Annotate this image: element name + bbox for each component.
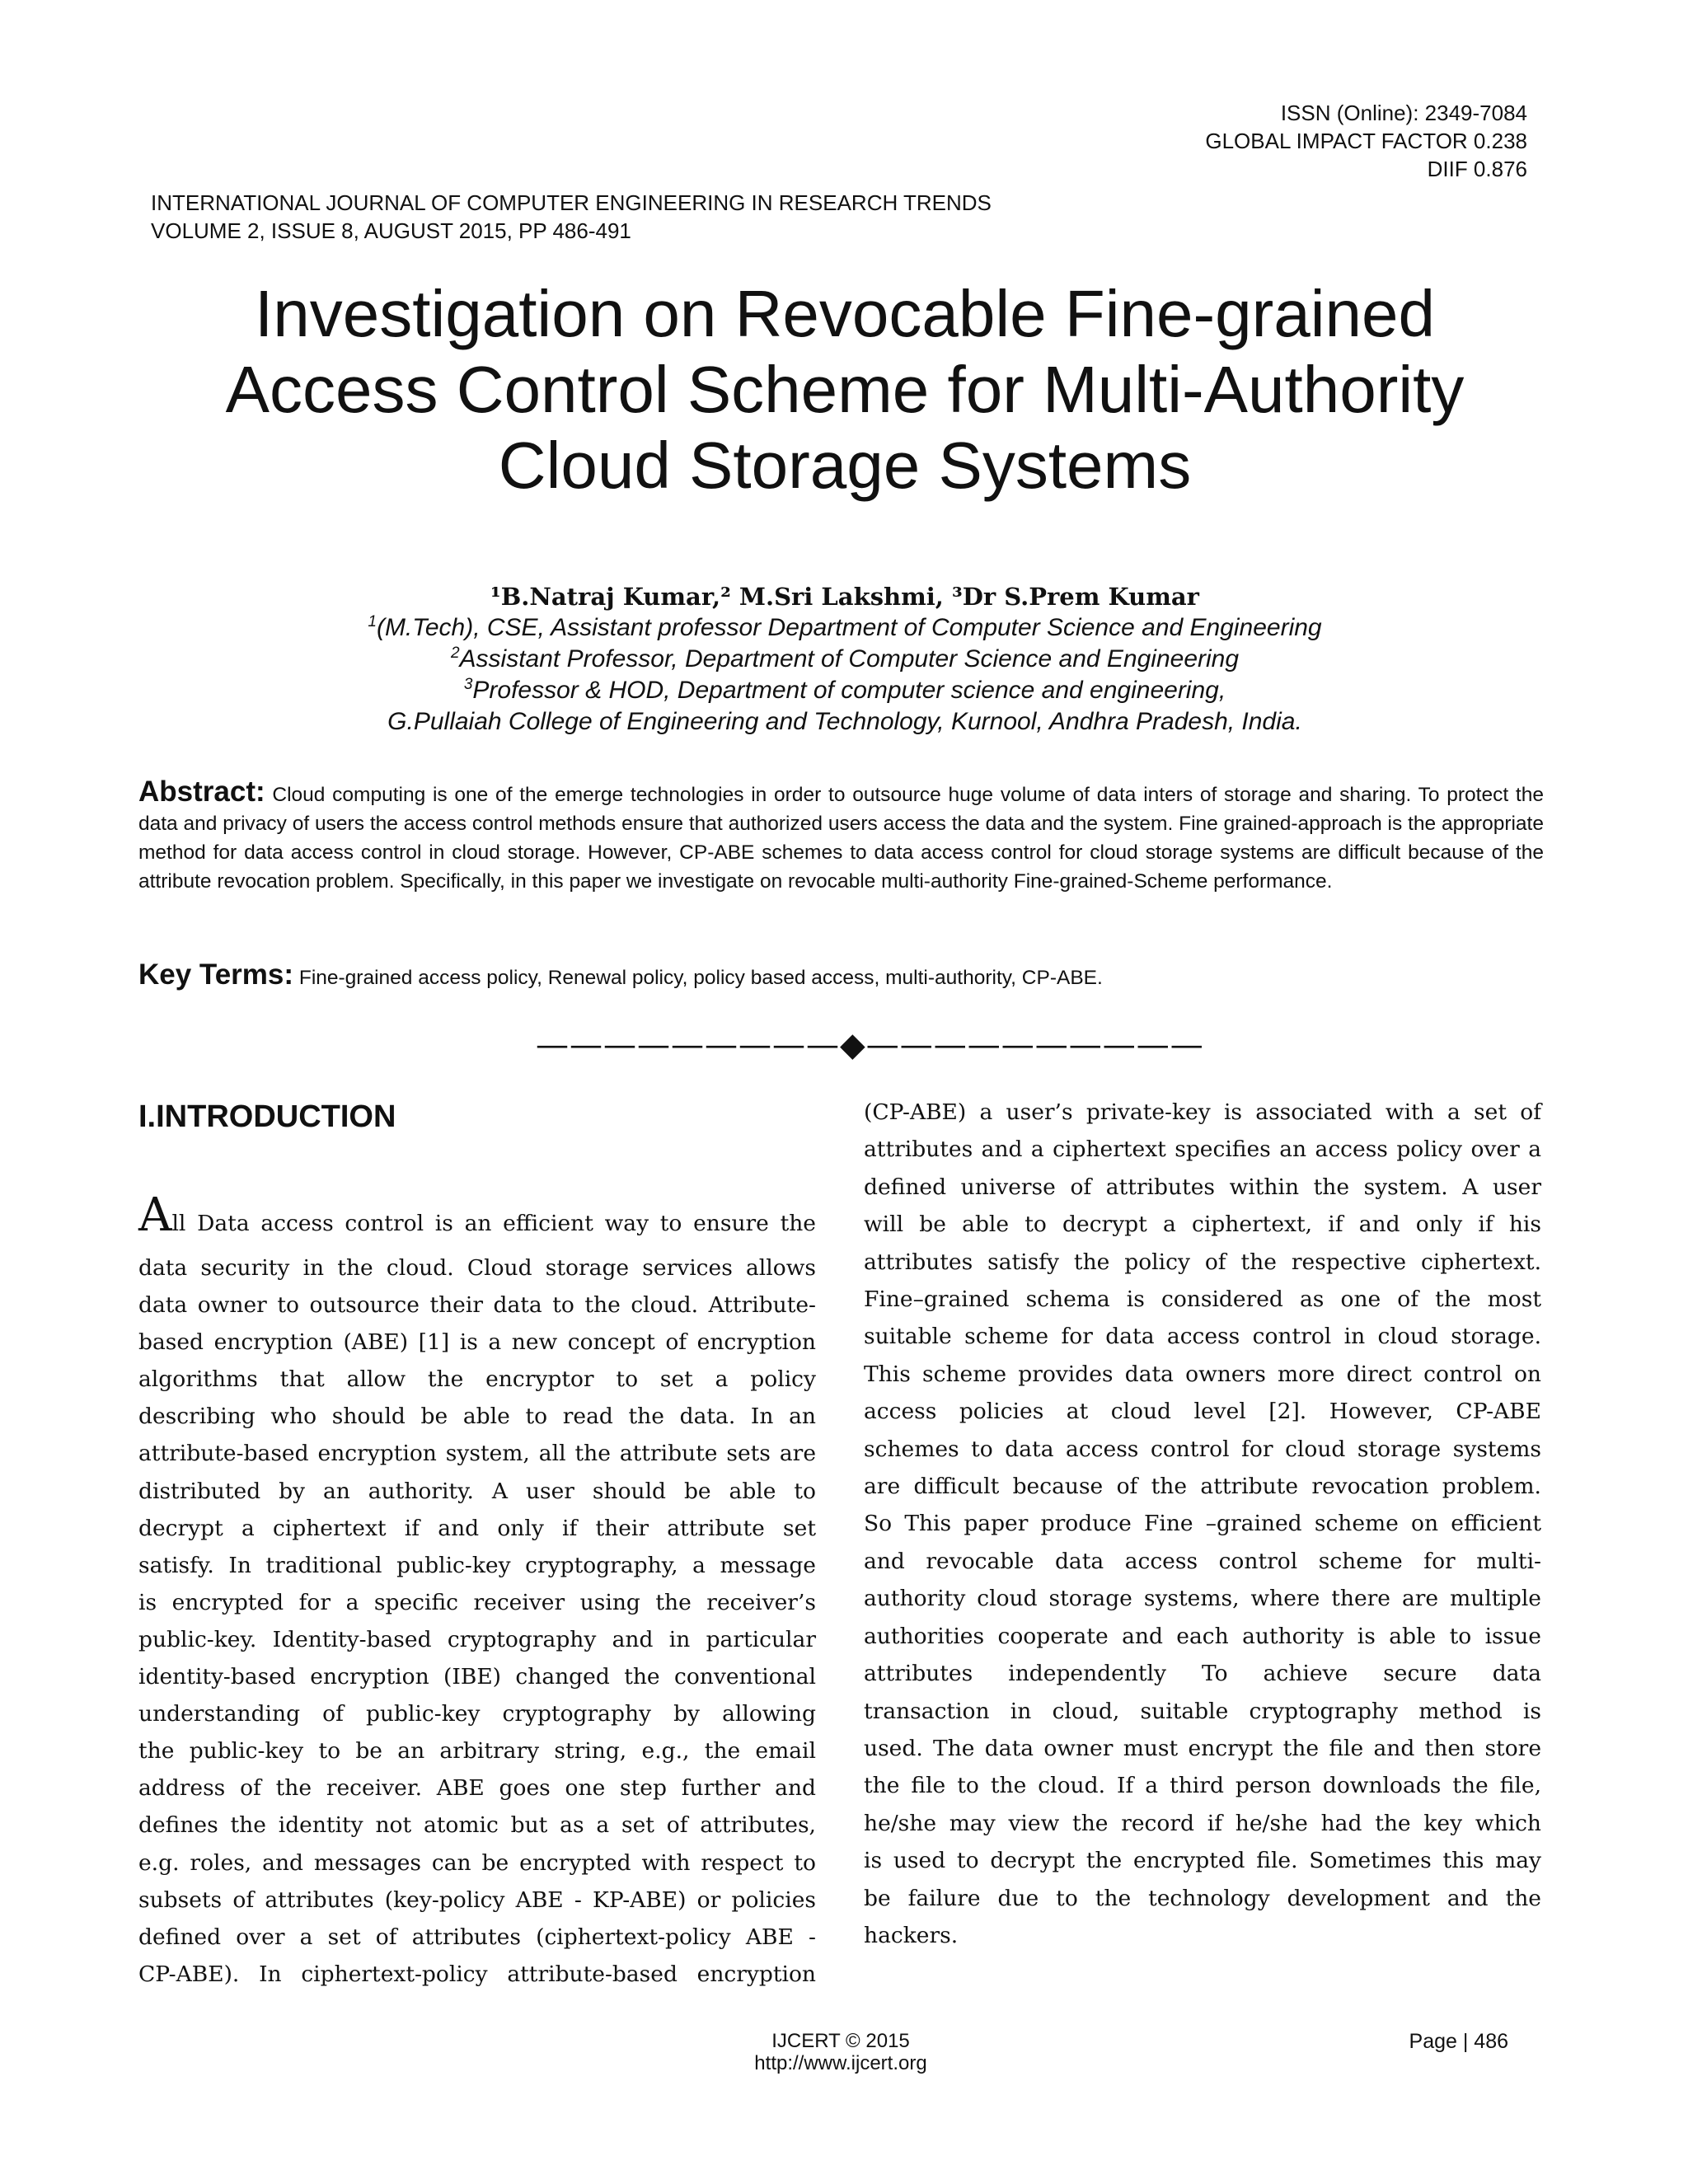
text-line: Fine–grained schema is considered as one of the most xyxy=(864,1286,1541,1313)
text-line: authority cloud storage systems, where there are multiple xyxy=(864,1586,1541,1612)
diif-text: DIIF 0.876 xyxy=(1427,157,1527,181)
text-line: decrypt a ciphertext if and only if their attribute set xyxy=(138,1515,816,1541)
affiliation-text: (M.Tech), CSE, Assistant professor Department of Computer Science and Engineering xyxy=(376,614,1322,641)
text-line: CP-ABE). In ciphertext-policy attribute-based encryption xyxy=(138,1961,816,1987)
key-terms xyxy=(138,958,1544,995)
text-line: e.g. roles, and messages can be encrypted with respect to xyxy=(138,1849,816,1876)
section-heading: I.INTRODUCTION xyxy=(138,1099,396,1134)
text-line: describing who should be able to read the data. In an xyxy=(138,1404,816,1430)
text-line: used. The data owner must encrypt the file and then store xyxy=(864,1735,1541,1761)
abstract xyxy=(138,777,1544,896)
text-line: defines the identity not atomic but as a set of attributes, xyxy=(138,1812,816,1839)
page-number: Page | 486 xyxy=(1409,2030,1508,2053)
text-line: access policies at cloud level [2]. However, CP-ABE xyxy=(864,1399,1541,1425)
text-line: and revocable data access control scheme for multi- xyxy=(864,1548,1541,1574)
text-line: public-key. Identity-based cryptography and in particular xyxy=(138,1626,816,1652)
abstract-label: Abstract: xyxy=(138,776,265,808)
text-line: So This paper produce Fine –grained scheme on efficient xyxy=(864,1511,1541,1537)
footer-url: http://www.ijcert.org xyxy=(754,2052,927,2074)
journal-volume: VOLUME 2, ISSUE 8, AUGUST 2015, PP 486-491 xyxy=(151,218,631,243)
text-line: (CP-ABE) a user’s private-key is associated with a set of xyxy=(864,1099,1541,1125)
text-line: address of the receiver. ABE goes one step further and xyxy=(138,1775,816,1802)
text-line: schemes to data access control for cloud storage systems xyxy=(864,1436,1541,1462)
paragraph-first-line xyxy=(138,1188,816,1249)
journal-meta-left xyxy=(151,189,992,245)
right-column xyxy=(864,1094,1541,1954)
author-names: ¹B.Natraj Kumar,² M.Sri Lakshmi, ³Dr S.Prem Kumar xyxy=(490,583,1199,611)
text-line: transaction in cloud, suitable cryptography method is xyxy=(864,1698,1541,1724)
text-line: is encrypted for a specific receiver using the receiver’s xyxy=(138,1589,816,1615)
key-terms-text: Fine-grained access policy, Renewal policy, policy based access, multi-authority, CP-ABE. xyxy=(298,967,1103,989)
text-line: attributes and a ciphertext specifies an access policy over a xyxy=(864,1137,1541,1163)
title-line: Access Control Scheme for Multi-Authority xyxy=(225,353,1465,426)
text-line: understanding of public-key cryptography by allowing xyxy=(138,1701,816,1727)
text-line: defined over a set of attributes (ciphertext-policy ABE - xyxy=(138,1924,816,1950)
first-line-text: ll Data access control is an efficient way to ensure the xyxy=(171,1211,816,1236)
affiliation-line xyxy=(148,706,1541,738)
text-line: he/she may view the record if he/she had the key which xyxy=(864,1810,1541,1836)
affiliation-text: Professor & HOD, Department of computer science and engineering, xyxy=(472,677,1226,704)
text-line: are difficult because of the attribute revocation problem. xyxy=(864,1474,1541,1500)
paper-title xyxy=(148,276,1541,504)
text-line: data security in the cloud. Cloud storage services allows xyxy=(138,1255,816,1281)
issn-text: ISSN (Online): 2349-7084 xyxy=(1280,101,1527,125)
affiliation-marker: 1 xyxy=(368,613,377,630)
text-line: is used to decrypt the encrypted file. Sometimes this may xyxy=(864,1848,1541,1874)
affiliation-marker: 3 xyxy=(463,676,473,693)
text-line: attributes satisfy the policy of the respective ciphertext. xyxy=(864,1249,1541,1275)
affiliation-text: G.Pullaiah College of Engineering and Technology, Kurnool, Andhra Pradesh, India. xyxy=(387,708,1302,735)
text-line: data owner to outsource their data to the cloud. Attribute- xyxy=(138,1292,816,1319)
text-line: algorithms that allow the encryptor to set a policy xyxy=(138,1366,816,1393)
text-line: the public-key to be an arbitrary string, e.g., the email xyxy=(138,1738,816,1765)
text-line: satisfy. In traditional public-key cryptography, a message xyxy=(138,1552,816,1578)
text-line: subsets of attributes (key-policy ABE - KP-ABE) or policies xyxy=(138,1886,816,1913)
text-line: be failure due to the technology development and the xyxy=(864,1885,1541,1911)
footer-center xyxy=(643,2030,1039,2074)
text-line: identity-based encryption (IBE) changed the conventional xyxy=(138,1664,816,1690)
abstract-text: Cloud computing is one of the emerge technologies in order to outsource huge volume of data inters of storage and sharing. To protect the data and privacy of users the access control methods ensure that authorized users access the data and the system. Fine grained-approach is the appropriate method for data access control in cloud storage. However, CP-ABE schemes to data access control for cloud storage systems are difficult because of the attribute revocation problem. Specifically, in this paper we investigate on revocable multi-authority Fine-grained-Scheme performance. xyxy=(138,784,1544,893)
title-line: Cloud Storage Systems xyxy=(498,429,1192,502)
affiliation-line xyxy=(148,644,1541,675)
affiliation-line xyxy=(148,612,1541,644)
impact-factor-text: GLOBAL IMPACT FACTOR 0.238 xyxy=(1205,129,1527,153)
text-line: the file to the cloud. If a third person downloads the file, xyxy=(864,1773,1541,1799)
left-column xyxy=(138,1188,816,1993)
affiliation-marker: 2 xyxy=(450,644,460,662)
footer-copyright: IJCERT © 2015 xyxy=(771,2030,910,2052)
drop-cap: A xyxy=(138,1188,172,1242)
title-line: Investigation on Revocable Fine-grained xyxy=(255,277,1435,350)
author-block xyxy=(148,581,1541,738)
key-terms-label: Key Terms: xyxy=(138,958,294,991)
text-line: will be able to decrypt a ciphertext, if and only if his xyxy=(864,1212,1541,1238)
text-line: attributes independently To achieve secure data xyxy=(864,1661,1541,1687)
text-line: attribute-based encryption system, all the attribute sets are xyxy=(138,1441,816,1467)
text-line: This scheme provides data owners more direct control on xyxy=(864,1361,1541,1387)
text-line: hackers. xyxy=(864,1922,959,1948)
text-line: defined universe of attributes within the system. A user xyxy=(864,1174,1541,1200)
journal-meta-right xyxy=(1115,99,1527,183)
text-line: suitable scheme for data access control in cloud storage. xyxy=(864,1324,1541,1350)
text-line: distributed by an authority. A user should be able to xyxy=(138,1478,816,1504)
section-divider: —————————◆—————————— xyxy=(536,1026,1204,1064)
text-line: authorities cooperate and each authority is able to issue xyxy=(864,1623,1541,1649)
affiliation-text: Assistant Professor, Department of Computer Science and Engineering xyxy=(459,645,1240,673)
text-line: based encryption (ABE) [1] is a new concept of encryption xyxy=(138,1329,816,1356)
journal-name: INTERNATIONAL JOURNAL OF COMPUTER ENGINEERING IN RESEARCH TRENDS xyxy=(151,190,992,215)
affiliation-line xyxy=(148,675,1541,706)
